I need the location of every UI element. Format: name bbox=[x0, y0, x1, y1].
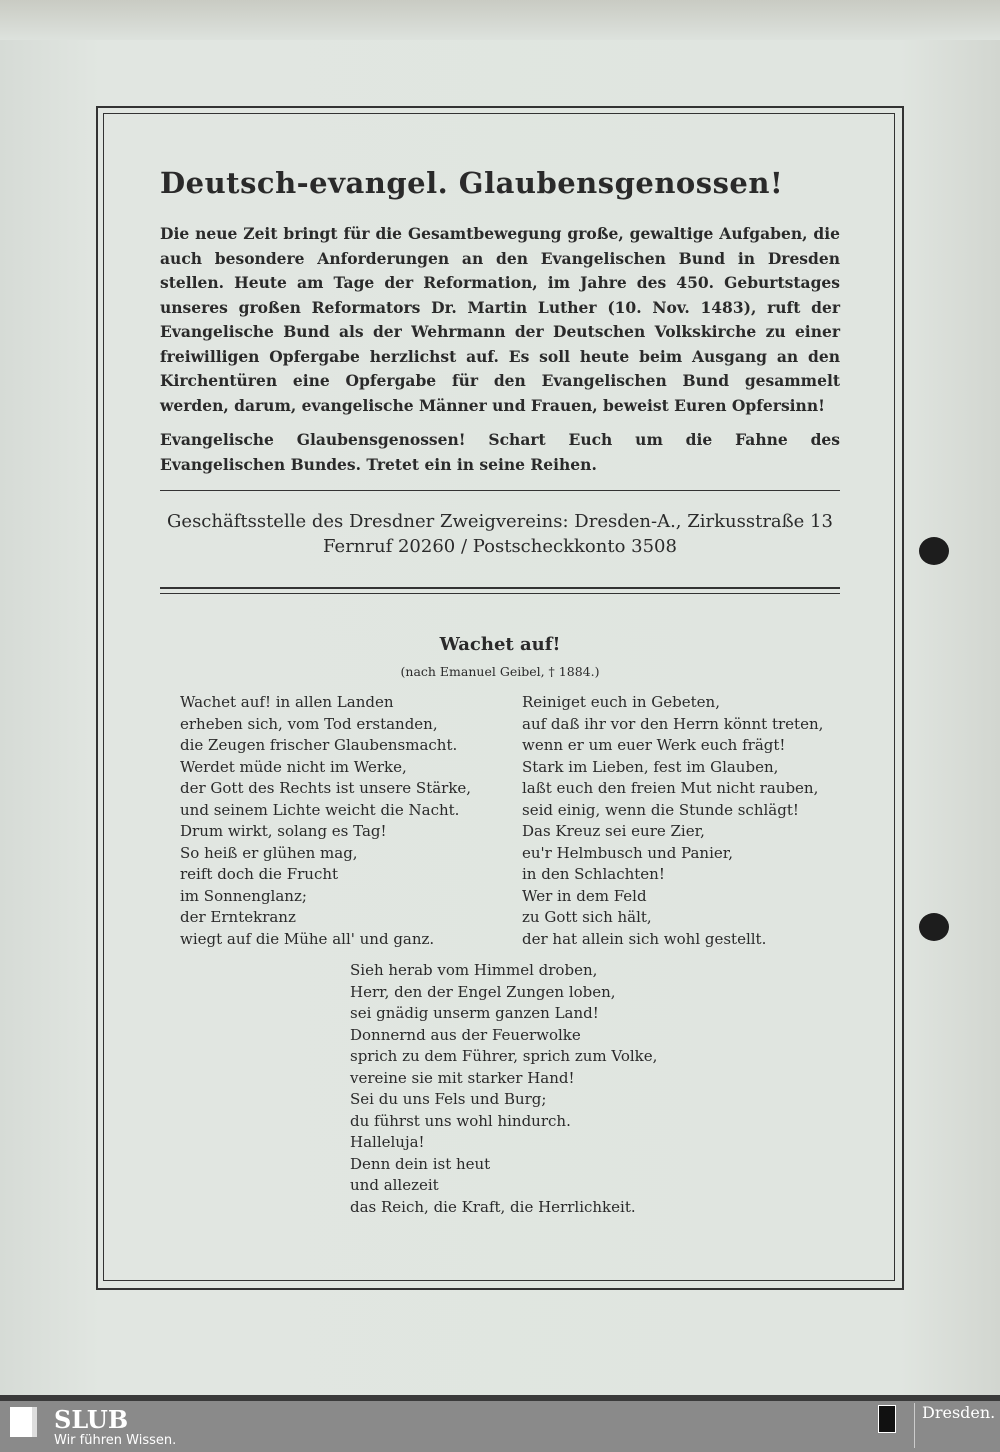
poem-line: Werdet müde nicht im Werke, bbox=[180, 757, 407, 776]
poem-line: die Zeugen frischer Glaubensmacht. bbox=[180, 736, 458, 754]
poem-line: Reiniget euch in Gebeten, bbox=[522, 693, 720, 711]
poem-line: im Sonnenglanz; bbox=[180, 886, 307, 905]
poem-line: erheben sich, vom Tod erstanden, bbox=[180, 714, 438, 733]
slub-tagline: Wir führen Wissen. bbox=[54, 1433, 177, 1448]
poem-line: Denn dein ist heut bbox=[350, 1154, 491, 1173]
poem-line: Halleluja! bbox=[350, 1133, 425, 1151]
dresden-crest-icon bbox=[878, 1405, 896, 1433]
poem-line: vereine sie mit starker Hand! bbox=[350, 1068, 575, 1087]
poem-stanza-right bbox=[522, 692, 823, 950]
poem-line: reift doch die Frucht bbox=[180, 865, 339, 883]
poem-line: Stark im Lieben, fest im Glauben, bbox=[522, 757, 779, 776]
poem-line: der Erntekranz bbox=[180, 908, 296, 926]
call-paragraph: Evangelische Glaubensgenossen! Schart Euch um die Fahne des Evangelischen Bundes. Tretet ein in seine Reihen. bbox=[160, 430, 840, 474]
poem-line: Herr, den der Engel Zungen loben, bbox=[350, 982, 616, 1001]
poem-line: zu Gott sich hält, bbox=[522, 908, 652, 926]
poem-line: Sieh herab vom Himmel droben, bbox=[350, 961, 598, 979]
poem-stanza-left bbox=[180, 692, 471, 950]
punch-hole bbox=[919, 537, 949, 565]
page-heading: Deutsch-evangel. Glaubensgenossen! bbox=[160, 166, 784, 200]
poem-title: Wachet auf! bbox=[439, 634, 561, 655]
office-contact: Fernruf 20260 / Postscheckkonto 3508 bbox=[323, 536, 677, 557]
poem-line: seid einig, wenn die Stunde schlägt! bbox=[522, 800, 799, 819]
poem-line: Donnernd aus der Feuerwolke bbox=[350, 1025, 581, 1044]
footer-strip bbox=[0, 1395, 1000, 1401]
double-divider-bottom bbox=[160, 593, 840, 594]
poem-subtitle: (nach Emanuel Geibel, † 1884.) bbox=[400, 664, 600, 679]
paper-edge bbox=[0, 0, 1000, 40]
poem-line: eu'r Helmbusch und Panier, bbox=[522, 843, 734, 862]
logo-divider bbox=[914, 1403, 915, 1448]
poem-line: und seinem Lichte weicht die Nacht. bbox=[180, 800, 460, 819]
divider bbox=[160, 490, 840, 491]
poem-line: das Reich, die Kraft, die Herrlichkeit. bbox=[350, 1197, 636, 1216]
poem-line: wenn er um euer Werk euch frägt! bbox=[522, 736, 786, 754]
poem-line: Das Kreuz sei eure Zier, bbox=[522, 822, 705, 840]
poem-line: du führst uns wohl hindurch. bbox=[350, 1111, 571, 1130]
poem-line: sei gnädig unserm ganzen Land! bbox=[350, 1004, 599, 1022]
poem-line: in den Schlachten! bbox=[522, 865, 665, 883]
dresden-logo[interactable]: Dresden. bbox=[922, 1403, 996, 1422]
slub-logo[interactable]: SLUB bbox=[54, 1405, 129, 1434]
double-divider-top bbox=[160, 587, 840, 589]
poem-line: Wer in dem Feld bbox=[522, 886, 647, 905]
poem-line: sprich zu dem Führer, sprich zum Volke, bbox=[350, 1047, 658, 1065]
poem-line: wiegt auf die Mühe all' und ganz. bbox=[180, 929, 435, 948]
poem-line: So heiß er glühen mag, bbox=[180, 843, 358, 862]
viewer-footer bbox=[0, 1395, 1000, 1452]
punch-hole bbox=[919, 913, 949, 941]
poem-line: und allezeit bbox=[350, 1176, 439, 1194]
poem-line: der hat allein sich wohl gestellt. bbox=[522, 929, 767, 948]
poem-line: Wachet auf! in allen Landen bbox=[180, 693, 394, 711]
poem-line: Drum wirkt, solang es Tag! bbox=[180, 822, 387, 840]
appeal-paragraph: Die neue Zeit bringt für die Gesamtbewegung große, gewaltige Aufgaben, die auch besondere Anforderungen an den Evangelischen Bund in Dresden stellen. Heute am Tage der Reformation, im Jahre des 450. Geburtstages unseres großen Reformators Dr. Martin Luther (10. Nov. 1483), ruft der Evangelische Bund als der Wehrmann der Deutschen Volkskirche zu einer freiwilligen Opfergabe herzlichst auf. Es soll heute beim Ausgang an den Kirchentüren eine Opfergabe für den Evangelischen Bund gesammelt werden, darum, evangelische Männer und Frauen, beweist Euren Opfersinn! bbox=[160, 224, 840, 415]
office-address: Geschäftsstelle des Dresdner Zweigvereins: Dresden-A., Zirkusstraße 13 bbox=[167, 511, 833, 532]
book-icon bbox=[10, 1407, 37, 1437]
poem-line: der Gott des Rechts ist unsere Stärke, bbox=[180, 779, 472, 797]
poem-line: auf daß ihr vor den Herrn könnt treten, bbox=[522, 714, 824, 733]
poem-line: Sei du uns Fels und Burg; bbox=[350, 1090, 547, 1108]
poem-line: laßt euch den freien Mut nicht rauben, bbox=[522, 779, 819, 797]
poem-stanza-center bbox=[350, 960, 657, 1218]
